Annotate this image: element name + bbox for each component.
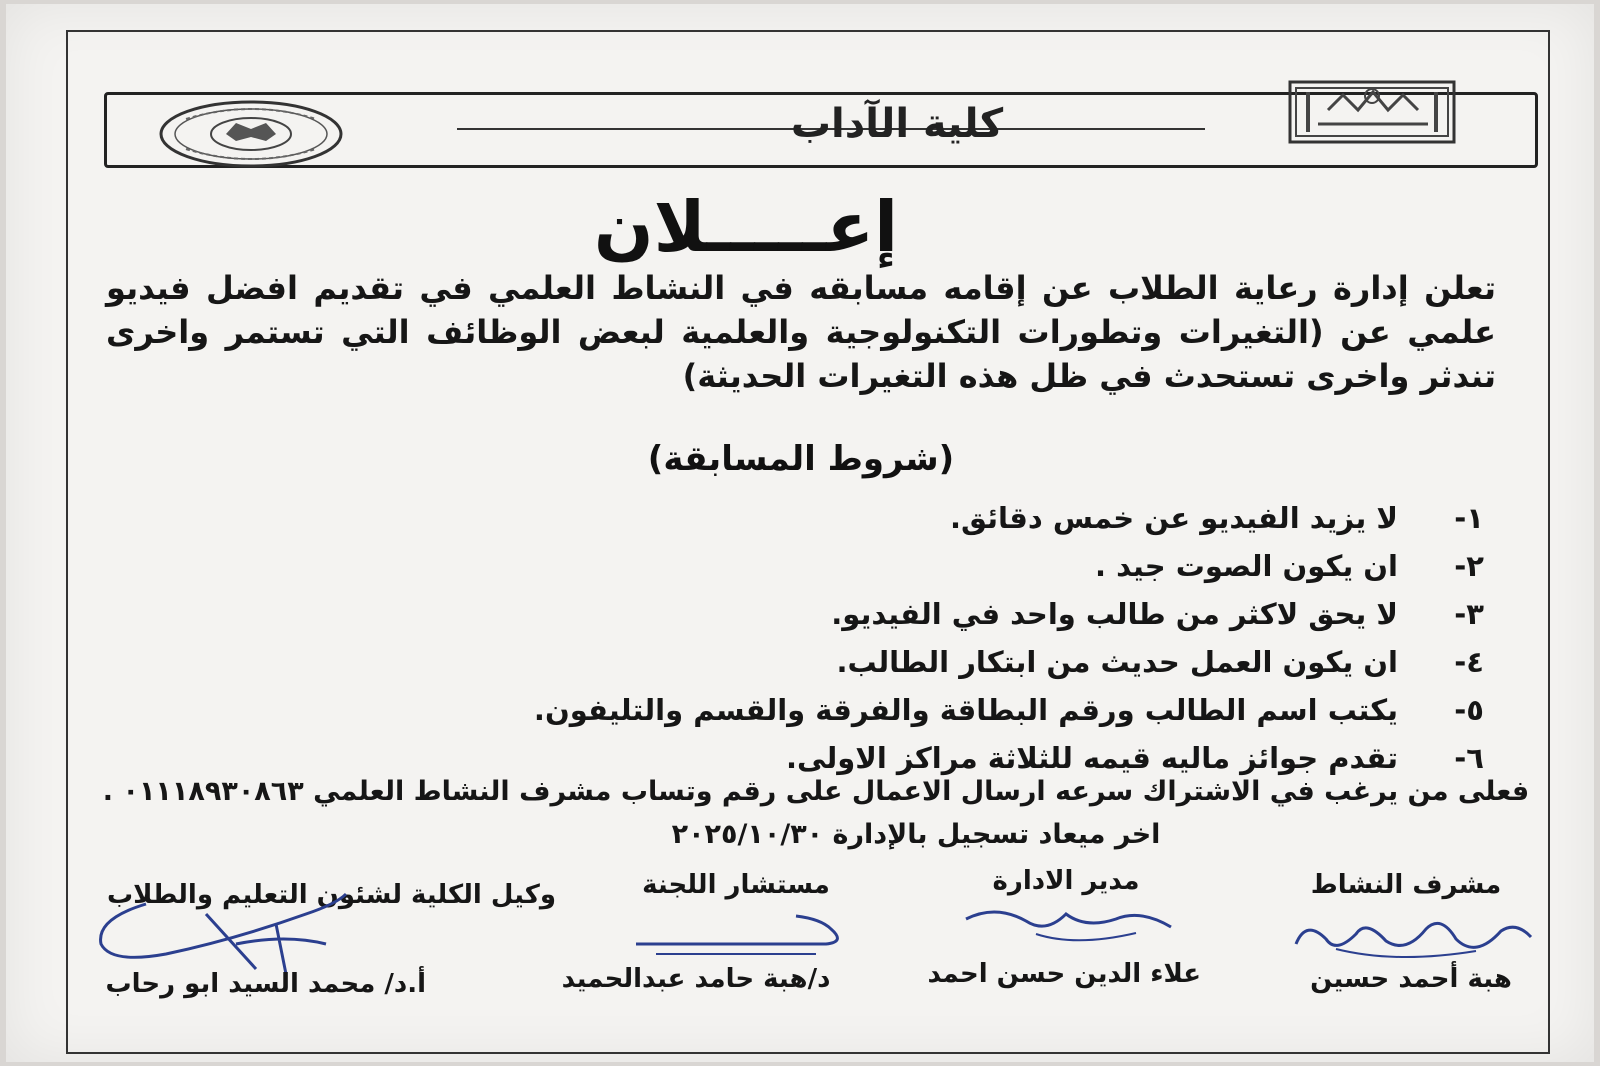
condition-text: لا يزيد الفيديو عن خمس دقائق. <box>949 501 1398 535</box>
signer-name-activity-supervisor: هبة أحمد حسين <box>1310 964 1512 994</box>
condition-number: ٥- <box>1454 693 1484 727</box>
announcement-paper <box>6 4 1594 1062</box>
condition-number: ٣- <box>1454 597 1484 631</box>
announcement-title: إعـــــلان <box>593 186 899 268</box>
condition-text: تقدم جوائز ماليه قيمه للثلاثة مراكز الاولى. <box>785 741 1398 775</box>
signature-admin-director-icon <box>956 899 1186 959</box>
condition-item <box>484 494 1484 542</box>
condition-item <box>484 590 1484 638</box>
conditions-heading: (شروط المسابقة) <box>647 439 955 479</box>
condition-number: ٢- <box>1454 549 1484 583</box>
condition-number: ١- <box>1454 501 1484 535</box>
university-logo-icon <box>1288 80 1456 144</box>
signer-name-admin-director: علاء الدين حسن احمد <box>927 959 1201 989</box>
signer-role-vice-dean: وكيل الكلية لشئون التعليم والطلاب <box>106 880 556 910</box>
signature-committee-advisor-icon <box>626 904 856 964</box>
condition-number: ٦- <box>1454 741 1484 775</box>
conditions-list <box>484 494 1484 782</box>
condition-text: يكتب اسم الطالب ورقم البطاقة والفرقة والقسم والتليفون. <box>533 693 1398 727</box>
signer-name-committee-advisor: د/هبة حامد عبدالحميد <box>561 964 831 994</box>
faculty-seal-icon <box>156 99 346 169</box>
signer-name-vice-dean: أ.د/ محمد السيد ابو رحاب <box>105 969 426 999</box>
condition-text: ان يكون الصوت جيد . <box>1095 549 1398 583</box>
signature-activity-supervisor-icon <box>1276 909 1546 969</box>
contact-line: فعلى من يرغب في الاشتراك سرعه ارسال الاعمال على رقم وتساب مشرف النشاط العلمي ٠١١١٨٩٣٠٨٦٣ . <box>102 776 1530 807</box>
registration-deadline: اخر ميعاد تسجيل بالإدارة ٢٠٢٥/١٠/٣٠ <box>671 819 1161 850</box>
signer-role-committee-advisor: مستشار اللجنة <box>642 870 830 900</box>
condition-item <box>484 734 1484 782</box>
condition-item <box>484 638 1484 686</box>
signer-role-activity-supervisor: مشرف النشاط <box>1310 870 1502 900</box>
condition-number: ٤- <box>1454 645 1484 679</box>
condition-text: لا يحق لاكثر من طالب واحد في الفيديو. <box>831 597 1398 631</box>
faculty-name: كلية الآداب <box>790 101 1004 147</box>
signer-role-admin-director: مدير الادارة <box>992 866 1140 896</box>
announcement-body: تعلن إدارة رعاية الطلاب عن إقامه مسابقه في النشاط العلمي في تقديم افضل فيديو علمي عن (التغيرات وتطورات التكنولوجية والعلمية لبعض الوظائف التي تستمر واخرى تندثر واخرى تستحدث في ظل هذه التغيرات الحديثة) <box>106 269 1496 395</box>
condition-item <box>484 542 1484 590</box>
condition-text: ان يكون العمل حديث من ابتكار الطالب. <box>836 645 1398 679</box>
condition-item <box>484 686 1484 734</box>
